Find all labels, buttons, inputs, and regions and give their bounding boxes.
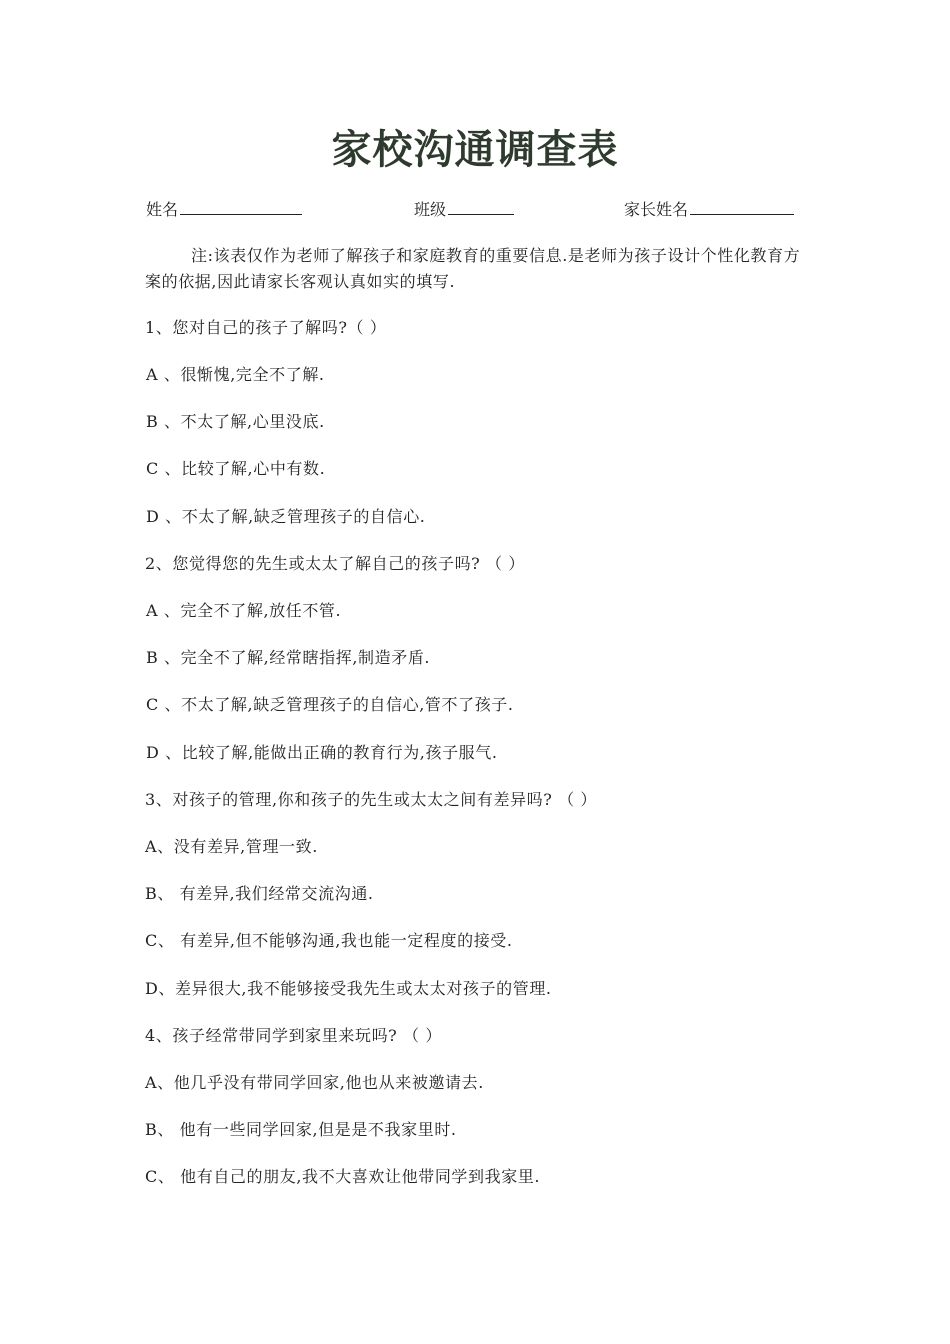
student-name-field <box>146 196 302 222</box>
page-title: 家校沟通调查表 <box>331 127 619 173</box>
question-1-option-c: C 、比较了解,心中有数. <box>146 459 326 478</box>
survey-note: 注:该表仅作为老师了解孩子和家庭教育的重要信息.是老师为孩子设计个性化教育方案的依据,因此请家长客观认真如实的填写. <box>145 246 801 291</box>
question-4-option-c: C、 他有自己的朋友,我不大喜欢让他带同学到我家里. <box>145 1167 541 1186</box>
parent-name-blank[interactable] <box>690 196 794 215</box>
question-3-option-c: C、 有差异,但不能够沟通,我也能一定程度的接受. <box>145 931 513 950</box>
class-field <box>414 196 514 222</box>
question-1-option-b: B 、不太了解,心里没底. <box>146 412 325 431</box>
question-1-option-d: D 、不太了解,缺乏管理孩子的自信心. <box>146 507 426 526</box>
class-blank[interactable] <box>448 196 514 215</box>
parent-name-label: 家长姓名 <box>624 200 689 219</box>
question-2: 2、您觉得您的先生或太太了解自己的孩子吗? （ ） <box>145 554 525 573</box>
question-3-option-b: B、 有差异,我们经常交流沟通. <box>145 884 374 903</box>
question-4-option-a: A、他几乎没有带同学回家,他也从来被邀请去. <box>145 1073 484 1092</box>
question-3: 3、对孩子的管理,你和孩子的先生或太太之间有差异吗? （ ） <box>145 790 598 809</box>
student-name-blank[interactable] <box>180 196 302 215</box>
question-3-option-a: A、没有差异,管理一致. <box>145 837 318 856</box>
question-3-option-d: D、差异很大,我不能够接受我先生或太太对孩子的管理. <box>145 979 552 998</box>
question-2-option-c: C 、不太了解,缺乏管理孩子的自信心,管不了孩子. <box>146 695 514 714</box>
student-name-label: 姓名 <box>146 200 179 219</box>
question-4-option-b: B、 他有一些同学回家,但是是不我家里时. <box>145 1120 457 1139</box>
question-1-option-a: A 、很惭愧,完全不了解. <box>146 365 325 384</box>
question-2-option-a: A 、完全不了解,放任不管. <box>146 601 342 620</box>
question-2-option-d: D 、比较了解,能做出正确的教育行为,孩子服气. <box>146 743 498 762</box>
question-1: 1、您对自己的孩子了解吗?（ ） <box>145 318 387 337</box>
class-label: 班级 <box>414 200 447 219</box>
question-4: 4、孩子经常带同学到家里来玩吗? （ ） <box>145 1026 442 1045</box>
parent-name-field <box>624 196 794 222</box>
question-2-option-b: B 、完全不了解,经常瞎指挥,制造矛盾. <box>146 648 431 667</box>
